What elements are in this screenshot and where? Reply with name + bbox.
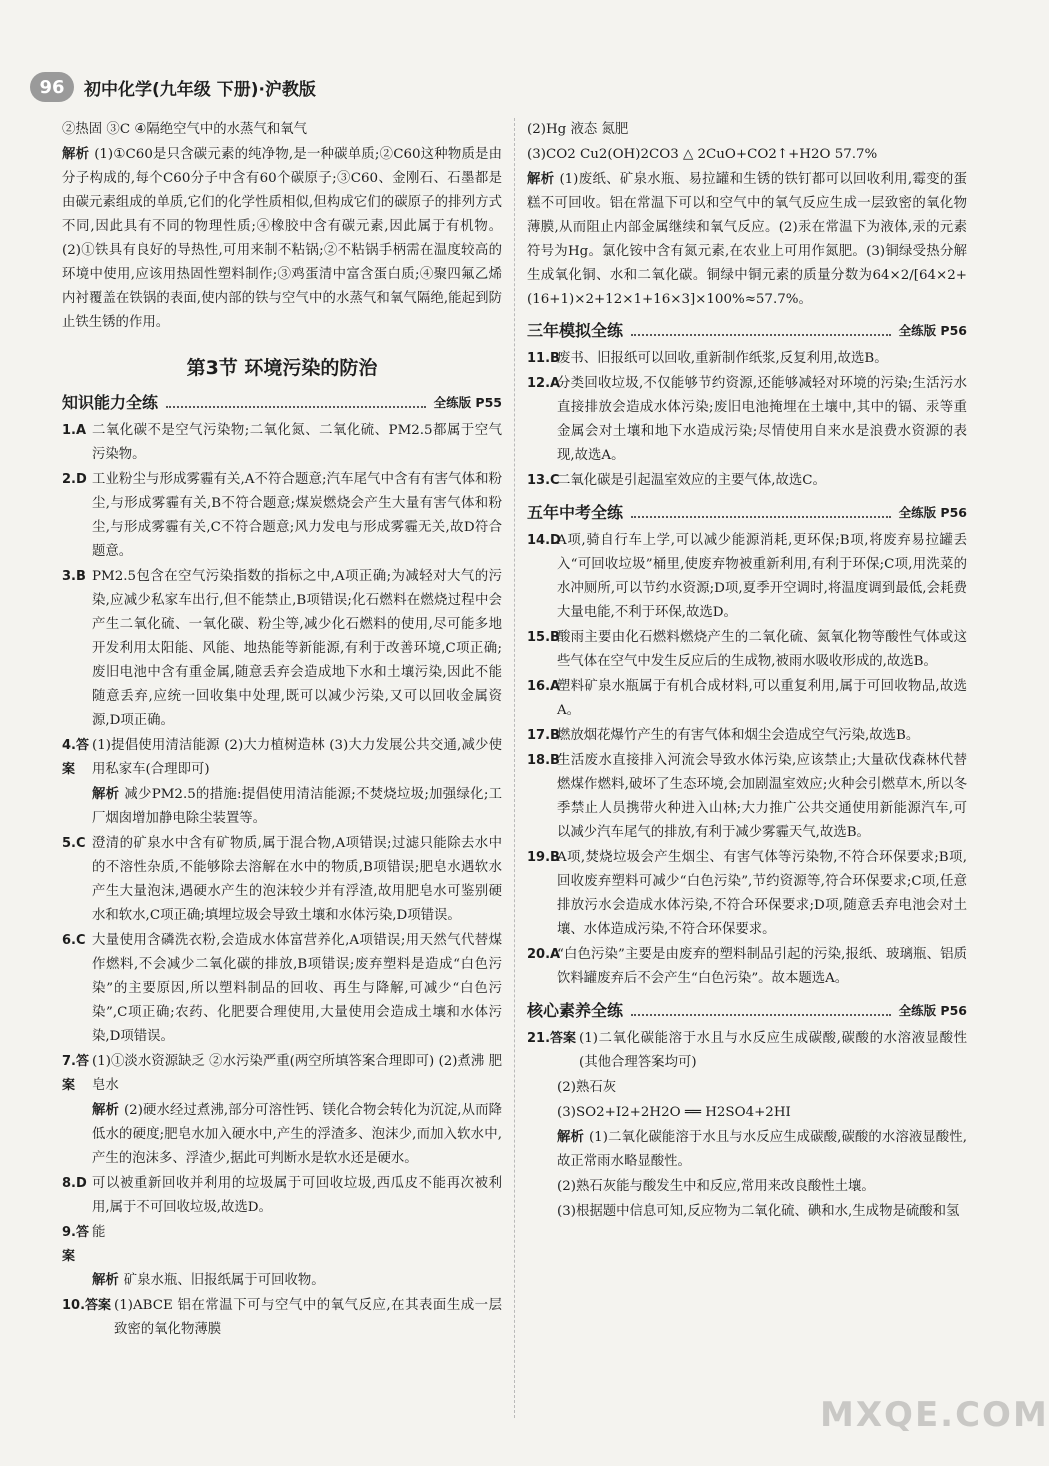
paragraph-text: 生活废水直接排入河流会导致水体污染,应该禁止;大量砍伐森林代替燃煤作燃料,破坏了生态环境,会加剧温室效应;火种会引燃草木,所以冬季禁止人员携带火种进入山林;大力推广公共交通使用新能源汽车,可以减少汽车尾气的排放,有利于减少雾霾天气,故选B。 xyxy=(557,753,967,840)
item-number: 20.A xyxy=(527,947,561,962)
item-body xyxy=(557,529,967,626)
item-number xyxy=(62,1269,92,1294)
answer-item xyxy=(62,1269,502,1294)
answer-item xyxy=(62,1172,502,1221)
item-number: 15.B xyxy=(527,630,560,645)
item-number xyxy=(527,1126,557,1175)
answer-item xyxy=(62,468,502,565)
paragraph-text: 可以被重新回收并利用的垃圾属于可回收垃圾,西瓜皮不能再次被利用,属于不可回收垃圾,故选D。 xyxy=(92,1176,502,1215)
sub-head-title: 知识能力全练 xyxy=(62,393,159,412)
paragraph xyxy=(557,529,967,625)
paragraph-text: 矿泉水瓶、旧报纸属于可回收物。 xyxy=(123,1273,325,1288)
item-body xyxy=(114,1294,502,1343)
paragraph-text: 大量使用含磷洗衣粉,会造成水体富营养化,A项错误;用天然气代替煤作燃料,不会减少二氧化碳的排放,B项错误;废弃塑料是造成“白色污染”的主要原因,所以塑料制品的回收、再生与降解,可减少“白色污染”,C项正确;农药、化肥要合理使用,大量使用会造成土壤和水体污染,D项错误。 xyxy=(92,933,502,1044)
item-body xyxy=(557,846,967,943)
paragraph xyxy=(114,1294,502,1342)
book-title: 初中化学(九年级 下册)·沪教版 xyxy=(84,79,316,100)
answer-item xyxy=(62,1294,502,1343)
answer-item xyxy=(527,347,967,372)
answer-item xyxy=(527,1027,967,1076)
item-body xyxy=(579,1027,967,1076)
answer-item xyxy=(62,1221,502,1269)
answer-item xyxy=(62,565,502,734)
paragraph-text: (3)CO2 Cu2(OH)2CO3 △ 2CuO+CO2↑+H2O 57.7% xyxy=(527,147,878,162)
paragraph xyxy=(92,1221,502,1245)
item-number: 21.答案 xyxy=(527,1031,577,1046)
item-number: 2.D xyxy=(62,472,87,487)
answer-item xyxy=(527,749,967,846)
answer-item xyxy=(62,1050,502,1099)
sub-head-knowledge xyxy=(62,390,502,413)
item-number: 5.C xyxy=(62,836,86,851)
item-number xyxy=(527,1076,557,1101)
answer-item xyxy=(527,469,967,494)
paragraph xyxy=(92,419,502,467)
answer-item xyxy=(527,846,967,943)
item-body xyxy=(557,749,967,846)
paragraph xyxy=(527,118,967,142)
analysis-label: 解析 xyxy=(92,1273,119,1288)
item-body xyxy=(557,943,967,992)
answer-item xyxy=(527,626,967,675)
paragraph xyxy=(62,143,502,335)
item-number xyxy=(527,1175,557,1200)
paragraph-text: 工业粉尘与形成雾霾有关,A不符合题意;汽车尾气中含有有害气体和粉尘,与形成雾霾有关,B不符合题意;煤炭燃烧会产生大量有害气体和粉尘,与形成雾霾有关,C不符合题意;风力发电与形成雾霾无关,故D符合题意。 xyxy=(92,472,502,559)
paragraph xyxy=(557,724,967,748)
item-body xyxy=(92,1099,502,1172)
column-divider xyxy=(514,118,515,1418)
paragraph-text: 二氧化碳不是空气污染物;二氧化氮、二氧化硫、PM2.5都属于空气污染物。 xyxy=(92,423,502,462)
paragraph xyxy=(527,168,967,312)
paragraph-text: 废书、旧报纸可以回收,重新制作纸浆,反复利用,故选B。 xyxy=(557,351,888,366)
item-number: 8.D xyxy=(62,1176,87,1191)
item-number: 7.答案 xyxy=(62,1054,89,1093)
paragraph xyxy=(92,734,502,782)
paragraph-text: (2)熟石灰能与酸发生中和反应,常用来改良酸性土壤。 xyxy=(557,1179,875,1194)
sub-head-title: 五年中考全练 xyxy=(527,503,624,522)
sub-head-group xyxy=(527,500,967,523)
item-body xyxy=(557,347,967,372)
paragraph xyxy=(557,1200,967,1224)
left-column xyxy=(62,118,502,1343)
paragraph-text: (1)ABCE 铝在常温下可与空气中的氧气反应,在其表面生成一层致密的氧化物薄膜 xyxy=(114,1298,502,1337)
paragraph-text: (2)硬水经过煮沸,部分可溶性钙、镁化合物会转化为沉淀,从而降低水的硬度;肥皂水加入硬水中,产生的浮渣多、泡沫少,而加入软水中,产生的泡沫多、浮渣少,据此可判断水是软水还是硬水。 xyxy=(92,1103,502,1166)
paragraph xyxy=(92,832,502,928)
paragraph-text: (1)二氧化碳能溶于水且与水反应生成碳酸,碳酸的水溶液显酸性,故正常雨水略显酸性。 xyxy=(557,1130,967,1169)
answer-item xyxy=(62,1099,502,1172)
item-body xyxy=(92,1221,502,1269)
paragraph-text: 酸雨主要由化石燃料燃烧产生的二氧化硫、氮氧化物等酸性气体或这些气体在空气中发生反应后的生成物,被雨水吸收形成的,故选B。 xyxy=(557,630,967,669)
answer-item xyxy=(527,1126,967,1175)
item-number: 1.A xyxy=(62,423,87,438)
paragraph xyxy=(557,626,967,674)
answer-item xyxy=(62,832,502,929)
watermark: MXQE.COM xyxy=(820,1395,1049,1435)
item-body xyxy=(92,468,502,565)
paragraph-text: (1)废纸、矿泉水瓶、易拉罐和生锈的铁钉都可以回收利用,霉变的蛋糕不可回收。铝在常温下可以和空气中的氧气反应生成一层致密的氧化物薄膜,从而阻止内部金属继续和氧气反应。(2)汞在常温下为液体,汞的元素符号为Hg。氯化铵中含有氮元素,在农业上可用作氮肥。(3)铜绿受热分解生成氧化铜、水和二氧化碳。铜绿中铜元素的质量分数为64×2/[64×2+(16+1)×2+12×1+16×3]×100%≈57.7%。 xyxy=(527,172,967,307)
paragraph xyxy=(557,347,967,371)
item-number: 11.B xyxy=(527,351,560,366)
item-number: 9.答案 xyxy=(62,1225,89,1264)
item-number: 14.D xyxy=(527,533,561,548)
sub-head-ref: 全练版 P56 xyxy=(898,322,967,338)
paragraph-text: A项,焚烧垃圾会产生烟尘、有害气体等污染物,不符合环保要求;B项,回收废弃塑料可减少“白色污染”,节约资源等,符合环保要求;C项,任意排放污水会造成水体污染,不符合环保要求;D项,随意丢弃电池会对土壤、水体造成污染,不符合环保要求。 xyxy=(557,850,967,937)
item-number: 13.C xyxy=(527,473,560,488)
paragraph xyxy=(92,1172,502,1220)
sub-head-title: 三年模拟全练 xyxy=(527,321,624,340)
paragraph xyxy=(92,1269,502,1293)
paragraph-text: 分类回收垃圾,不仅能够节约资源,还能够减轻对环境的污染;生活污水直接排放会造成水体污染;废旧电池掩埋在土壤中,其中的镉、汞等重金属会对土壤和地下水造成污染;尽情使用自来水是浪费水资源的表现,故选A。 xyxy=(557,376,967,463)
paragraph-text: 减少PM2.5的措施:提倡使用清洁能源;不焚烧垃圾;加强绿化;工厂烟囱增加静电除尘装置等。 xyxy=(92,787,503,826)
paragraph xyxy=(92,929,502,1049)
paragraph-text: (1)二氧化碳能溶于水且与水反应生成碳酸,碳酸的水溶液显酸性(其他合理答案均可) xyxy=(579,1031,967,1070)
left-items xyxy=(62,419,502,1343)
paragraph xyxy=(92,783,502,831)
paragraph xyxy=(527,143,967,167)
analysis-label: 解析 xyxy=(92,1103,119,1118)
item-body xyxy=(557,372,967,469)
sub-head-group xyxy=(527,318,967,341)
paragraph xyxy=(557,675,967,723)
item-number: 10.答案 xyxy=(62,1298,112,1313)
right-groups xyxy=(527,318,967,1225)
right-column xyxy=(527,118,967,1225)
sub-head-ref: 全练版 P55 xyxy=(433,394,502,410)
item-number: 4.答案 xyxy=(62,738,89,777)
right-top xyxy=(527,118,967,312)
sub-head-ref: 全练版 P56 xyxy=(898,504,967,520)
item-number: 17.B xyxy=(527,728,560,743)
paragraph-text: ②热固 ③C ④隔绝空气中的水蒸气和氧气 xyxy=(62,122,308,137)
item-body xyxy=(92,1172,502,1221)
paragraph-text: 塑料矿泉水瓶属于有机合成材料,可以重复利用,属于可回收物品,故选A。 xyxy=(557,679,967,718)
item-body xyxy=(557,1126,967,1175)
item-body xyxy=(557,1101,967,1126)
paragraph-text: (1)①淡水资源缺乏 ②水污染严重(两空所填答案合理即可) (2)煮沸 肥皂水 xyxy=(92,1054,502,1093)
item-body xyxy=(557,1076,967,1101)
answer-item xyxy=(527,943,967,992)
paragraph-text: (3)SO2+I2+2H2O ══ H2SO4+2HI xyxy=(557,1105,791,1120)
answer-item xyxy=(62,419,502,468)
item-body xyxy=(557,675,967,724)
item-body xyxy=(557,724,967,749)
paragraph-text: “白色污染”主要是由废弃的塑料制品引起的污染,报纸、玻璃瓶、铝质饮料罐废弃后不会产生“白色污染”。故本题选A。 xyxy=(557,947,967,986)
item-body xyxy=(92,1269,502,1294)
paragraph-text: 燃放烟花爆竹产生的有害气体和烟尘会造成空气污染,故选B。 xyxy=(557,728,920,743)
item-body xyxy=(557,1175,967,1200)
paragraph xyxy=(557,1126,967,1174)
paragraph xyxy=(557,749,967,845)
item-body xyxy=(557,626,967,675)
paragraph xyxy=(557,372,967,468)
paragraph-text: A项,骑自行车上学,可以减少能源消耗,更环保;B项,将废弃易拉罐丢入“可回收垃圾”桶里,使废弃物被重新利用,有利于环保;C项,用洗菜的水冲厕所,可以节约水资源;D项,夏季开空调时,将温度调到最低,会耗费大量电能,不利于环保,故选D。 xyxy=(557,533,967,620)
page-header xyxy=(30,70,316,104)
paragraph-text: (2)Hg 液态 氮肥 xyxy=(527,122,629,137)
item-number xyxy=(62,783,92,832)
paragraph-text: 二氧化碳是引起温室效应的主要气体,故选C。 xyxy=(557,473,826,488)
answer-item xyxy=(527,529,967,626)
analysis-label: 解析 xyxy=(62,147,90,162)
answer-item xyxy=(62,929,502,1050)
paragraph xyxy=(557,469,967,493)
section-title: 第3节 环境污染的防治 xyxy=(186,357,378,379)
answer-item xyxy=(527,1076,967,1101)
answer-item xyxy=(62,734,502,783)
item-body xyxy=(92,565,502,734)
analysis-label: 解析 xyxy=(527,172,555,187)
item-number: 16.A xyxy=(527,679,561,694)
dotted-leader xyxy=(631,1004,891,1016)
paragraph xyxy=(557,943,967,991)
answer-item xyxy=(527,675,967,724)
dotted-leader xyxy=(631,506,891,518)
item-number: 6.C xyxy=(62,933,86,948)
paragraph xyxy=(62,118,502,142)
analysis-label: 解析 xyxy=(557,1130,584,1145)
dotted-leader xyxy=(631,324,891,336)
paragraph xyxy=(557,1101,967,1125)
item-number xyxy=(527,1101,557,1126)
analysis-label: 解析 xyxy=(92,787,120,802)
answer-item xyxy=(527,1101,967,1126)
paragraph xyxy=(92,1050,502,1098)
item-number: 12.A xyxy=(527,376,561,391)
paragraph-text: 澄清的矿泉水中含有矿物质,属于混合物,A项错误;过滤只能除去水中的不溶性杂质,不能够除去溶解在水中的物质,B项错误;肥皂水遇软水产生大量泡沫,遇硬水产生的泡沫较少并有浮渣,故用肥皂水可鉴别硬水和软水,C项正确;填埋垃圾会导致土壤和水体污染,D项错误。 xyxy=(92,836,502,923)
item-body xyxy=(92,832,502,929)
item-body xyxy=(557,469,967,494)
item-body xyxy=(92,734,502,783)
paragraph xyxy=(557,846,967,942)
sub-head-ref: 全练版 P56 xyxy=(898,1002,967,1018)
paragraph xyxy=(92,1099,502,1171)
paragraph-text: 能 xyxy=(92,1225,106,1240)
item-number xyxy=(62,1099,92,1172)
paragraph xyxy=(557,1076,967,1100)
paragraph-text: (3)根据题中信息可知,反应物为二氧化硫、碘和水,生成物是硫酸和氢 xyxy=(557,1204,960,1219)
item-body xyxy=(92,419,502,468)
dotted-leader xyxy=(166,396,426,408)
item-body xyxy=(92,929,502,1050)
left-intro xyxy=(62,118,502,335)
paragraph xyxy=(579,1027,967,1075)
page-number: 96 xyxy=(30,72,74,102)
item-number: 3.B xyxy=(62,569,86,584)
item-body xyxy=(92,783,502,832)
sub-head-group xyxy=(527,998,967,1021)
paragraph-text: PM2.5包含在空气污染指数的指标之中,A项正确;为减轻对大气的污染,应减少私家车出行,但不能禁止,B项错误;化石燃料在燃烧过程中会产生二氧化硫、一氧化碳、粉尘等,减少化石燃料的使用,尽可能多地开发利用太阳能、风能、地热能等新能源,有利于改善环境,C项正确;废旧电池中含有重金属,随意丢弃会造成地下水和土壤污染,因此不能随意丢弃,应统一回收集中处理,既可以减少污染,又可以回收金属资源,D项正确。 xyxy=(92,569,502,728)
answer-item xyxy=(527,372,967,469)
answer-item xyxy=(527,1175,967,1200)
paragraph-text: (1)①C60是只含碳元素的纯净物,是一种碳单质;②C60这种物质是由分子构成的,每个C60分子中含有60个碳原子;③C60、金刚石、石墨都是由碳元素组成的单质,它们的化学性质相似,但构成它们的碳原子的排列方式不同,因此具有不同的物理性质;④橡胶中含有碳元素,因此属于有机物。(2)①铁具有良好的导热性,可用来制不粘锅;②不粘锅手柄需在温度较高的环境中使用,应该用热固性塑料制作;③鸡蛋清中富含蛋白质;④聚四氟乙烯内衬覆盖在铁锅的表面,使内部的铁与空气中的水蒸气和氧气隔绝,能起到防止铁生锈的作用。 xyxy=(62,147,503,330)
item-body xyxy=(92,1050,502,1099)
item-body xyxy=(557,1200,967,1225)
paragraph-text: (2)熟石灰 xyxy=(557,1080,617,1095)
paragraph-text: (1)提倡使用清洁能源 (2)大力植树造林 (3)大力发展公共交通,减少使用私家车(合理即可) xyxy=(92,738,502,777)
item-number: 18.B xyxy=(527,753,560,768)
answer-item xyxy=(62,783,502,832)
sub-head-title: 核心素养全练 xyxy=(527,1001,624,1020)
answer-item xyxy=(527,724,967,749)
paragraph xyxy=(92,468,502,564)
paragraph xyxy=(92,565,502,733)
item-number: 19.B xyxy=(527,850,560,865)
paragraph xyxy=(557,1175,967,1199)
item-number xyxy=(527,1200,557,1225)
answer-item xyxy=(527,1200,967,1225)
